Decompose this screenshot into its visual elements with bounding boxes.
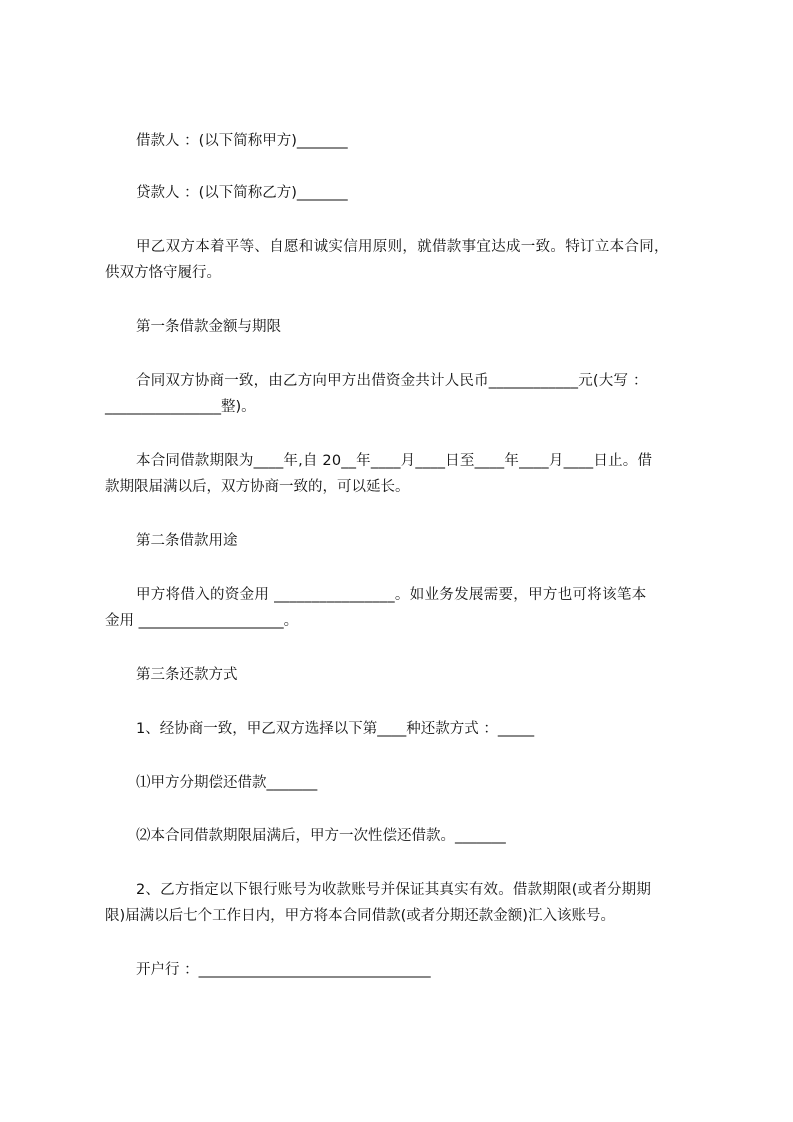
borrower-line: 借款人 ：(以下简称甲方)_______ [136,133,348,149]
article-2-use-line-2: 金用 ____________________。 [105,613,299,629]
article-1-amount-line-1: 合同双方协商一致，由乙方向甲方出借资金共计人民币____________元(大写 ： [136,373,648,389]
article-3-item-1: 1、经协商一致，甲乙双方选择以下第____种还款方式 ：_____ [136,721,535,737]
article-3-option-2: ⑵本合同借款期限届满后，甲方一次性偿还借款。_______ [136,828,506,844]
intro-paragraph-line-1: 甲乙双方本着平等、自愿和诚实信用原则，就借款事宜达成一致。特订立本合同， [136,239,669,255]
lender-line: 贷款人 ：(以下简称乙方)_______ [136,185,348,201]
article-1-heading: 第一条借款金额与期限 [136,319,281,335]
article-3-heading: 第三条还款方式 [136,667,238,683]
bank-line: 开户行 ：________________________________ [136,962,431,978]
article-2-heading: 第二条借款用途 [136,533,238,549]
article-1-amount-line-2: ________________整)。 [105,399,256,415]
article-3-item-2-line-1: 2、乙方指定以下银行账号为收款账号并保证其真实有效。借款期限(或者分期期 [136,882,652,898]
article-1-term-line-2: 款期限届满以后，双方协商一致的，可以延长。 [105,479,410,495]
article-2-use-line-1: 甲方将借入的资金用 ________________。如业务发展需要，甲方也可将该笔本 [136,587,647,603]
article-3-item-2-line-2: 限)届满以后七个工作日内，甲方将本合同借款(或者分期还款金额)汇入该账号。 [105,908,615,924]
intro-paragraph-line-2: 供双方恪守履行。 [105,265,221,281]
article-3-option-1: ⑴甲方分期偿还借款_______ [136,775,318,791]
article-1-term-line-1: 本合同借款期限为____年,自 20__年____月____日至____年____月____日止。借 [136,453,653,469]
